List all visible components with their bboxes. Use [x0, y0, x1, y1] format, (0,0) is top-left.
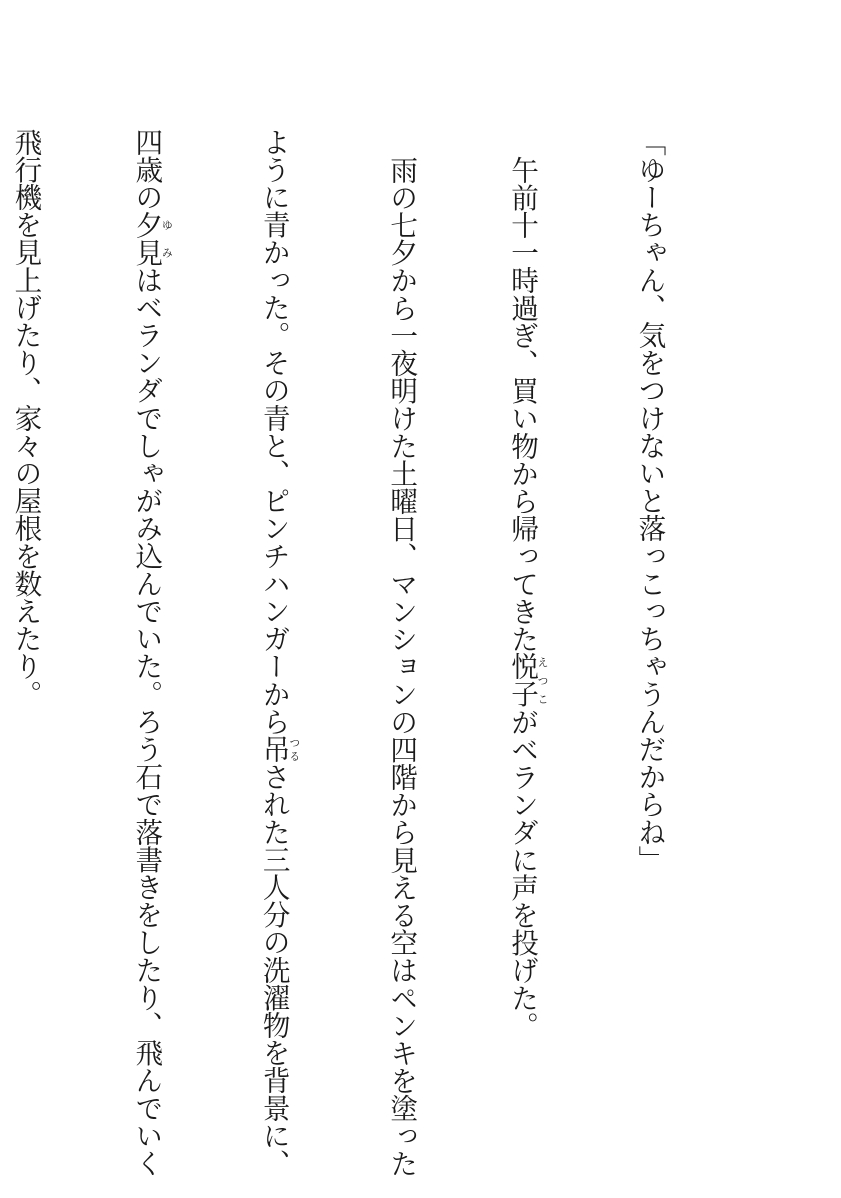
- text-line: 午前十一時過ぎ、買い物から帰ってきた悦子えつこがベランダに声を投げた。: [506, 155, 550, 1039]
- ruby-etsuko: えつこ: [536, 652, 550, 708]
- text-line: 「ゆーちゃん、気をつけないと落っこっちゃうんだからね」: [633, 128, 667, 874]
- text-line: 飛行機を見上げたり、家々の屋根を数えたり。: [9, 128, 43, 708]
- text-line: 雨の七夕から一夜明けた土曜日、マンションの四階から見える空はペンキを塗った: [385, 155, 419, 1177]
- vertical-text-body: [0, 128, 750, 1177]
- ruby-tsuru: つる: [287, 735, 301, 763]
- text-line: 四歳の夕見ゆみはベランダでしゃがみ込んでいた。ろう石で落書きをしたり、飛んでいく: [130, 128, 174, 1177]
- text-line: ように青かった。その青と、ピンチハンガーから吊つるされた三人分の洗濯物を背景に、: [257, 128, 301, 1177]
- ruby-yumi: ゆみ: [160, 210, 174, 267]
